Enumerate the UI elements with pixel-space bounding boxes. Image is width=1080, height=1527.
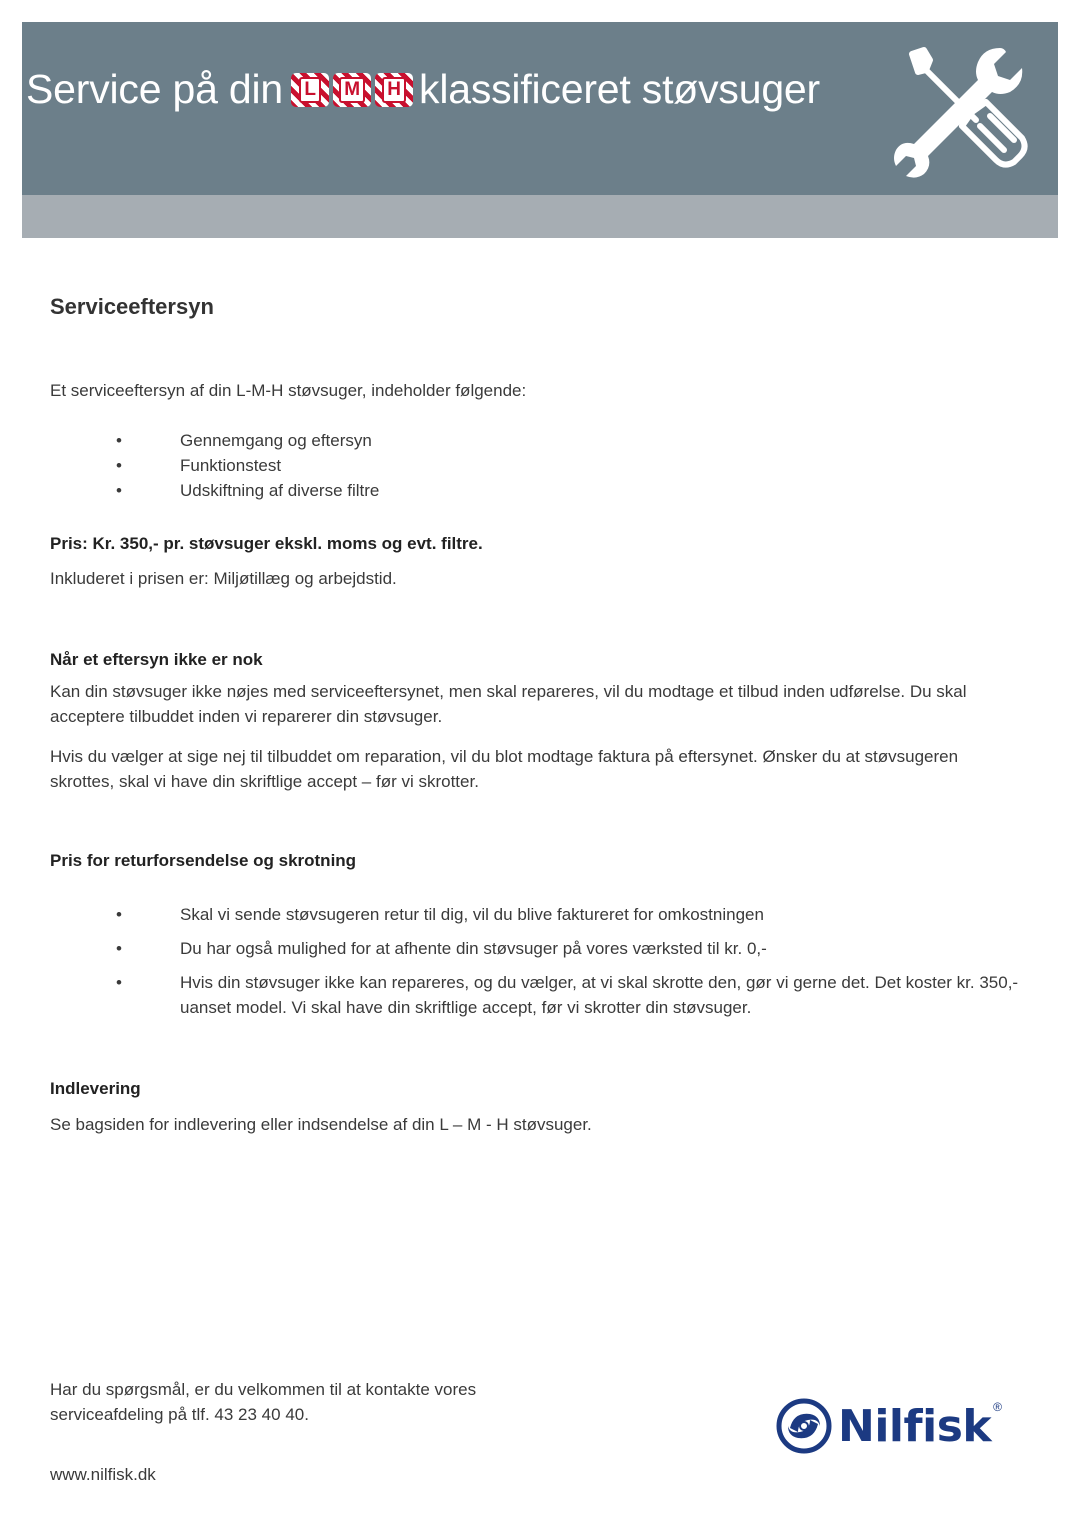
section1-intro: Et serviceeftersyn af din L-M-H støvsuger, indeholder følgende: [50, 381, 527, 400]
list-item: • Funktionstest [50, 453, 1020, 478]
list-item: • Hvis din støvsuger ikke kan repareres, og du vælger, at vi skal skrotte den, gør vi gerne det. Det koster kr. 350,- uanset model. Vi skal have din skriftlige accept, før vi skrotter din støvsuger. [50, 970, 1020, 1020]
wrench-screwdriver-icon [890, 40, 1030, 180]
badge-h: H [375, 73, 413, 107]
list-item: • Skal vi sende støvsugeren retur til dig, vil du blive faktureret for omkostningen [50, 902, 1020, 927]
badge-l: L [291, 73, 329, 107]
section4-text: Se bagsiden for indlevering eller indsendelse af din L – M - H støvsuger. [50, 1115, 592, 1134]
lmh-badges [291, 73, 413, 107]
section2-para1: Kan din støvsuger ikke nøjes med serviceeftersynet, men skal repareres, vil du modtage et tilbud inden udførelse. Du skal acceptere tilbuddet inden vi reparerer din støvsuger. [50, 682, 967, 726]
page-title [26, 66, 820, 113]
service-list [50, 428, 1020, 503]
badge-m: M [333, 73, 371, 107]
header-strip [22, 195, 1058, 238]
section-heading-not-enough: Når et eftersyn ikke er nok [50, 650, 263, 669]
return-list [50, 902, 1020, 1029]
list-item: • Udskiftning af diverse filtre [50, 478, 1020, 503]
website-link[interactable]: www.nilfisk.dk [50, 1465, 156, 1484]
list-item: • Gennemgang og eftersyn [50, 428, 1020, 453]
nilfisk-logo [776, 1398, 1002, 1454]
section2-para2: Hvis du vælger at sige nej til tilbuddet om reparation, vil du blot modtage faktura på eftersynet. Ønsker du at støvsugeren skrottes, skal vi have din skriftlige accept – før vi skrotter. [50, 747, 959, 791]
section-heading-serviceeftersyn: Serviceeftersyn [50, 294, 214, 319]
logo-wordmark: Nilfisk [838, 1400, 992, 1452]
included-line: Inkluderet i prisen er: Miljøtillæg og arbejdstid. [50, 569, 397, 588]
section-heading-return: Pris for returforsendelse og skrotning [50, 851, 357, 870]
list-item: • Du har også mulighed for at afhente din støvsuger på vores værksted til kr. 0,- [50, 936, 1020, 961]
nilfisk-swirl-icon [776, 1398, 832, 1454]
title-suffix: klassificeret støvsuger [419, 66, 820, 112]
registered-mark: ® [993, 1400, 1003, 1414]
title-prefix: Service på din [26, 66, 284, 112]
price-line: Pris: Kr. 350,- pr. støvsuger ekskl. moms og evt. filtre. [50, 534, 483, 553]
section-heading-indlevering: Indlevering [50, 1079, 141, 1098]
contact-text: Har du spørgsmål, er du velkommen til at kontakte vores serviceafdeling på tlf. 43 23 40 40. [50, 1380, 477, 1424]
